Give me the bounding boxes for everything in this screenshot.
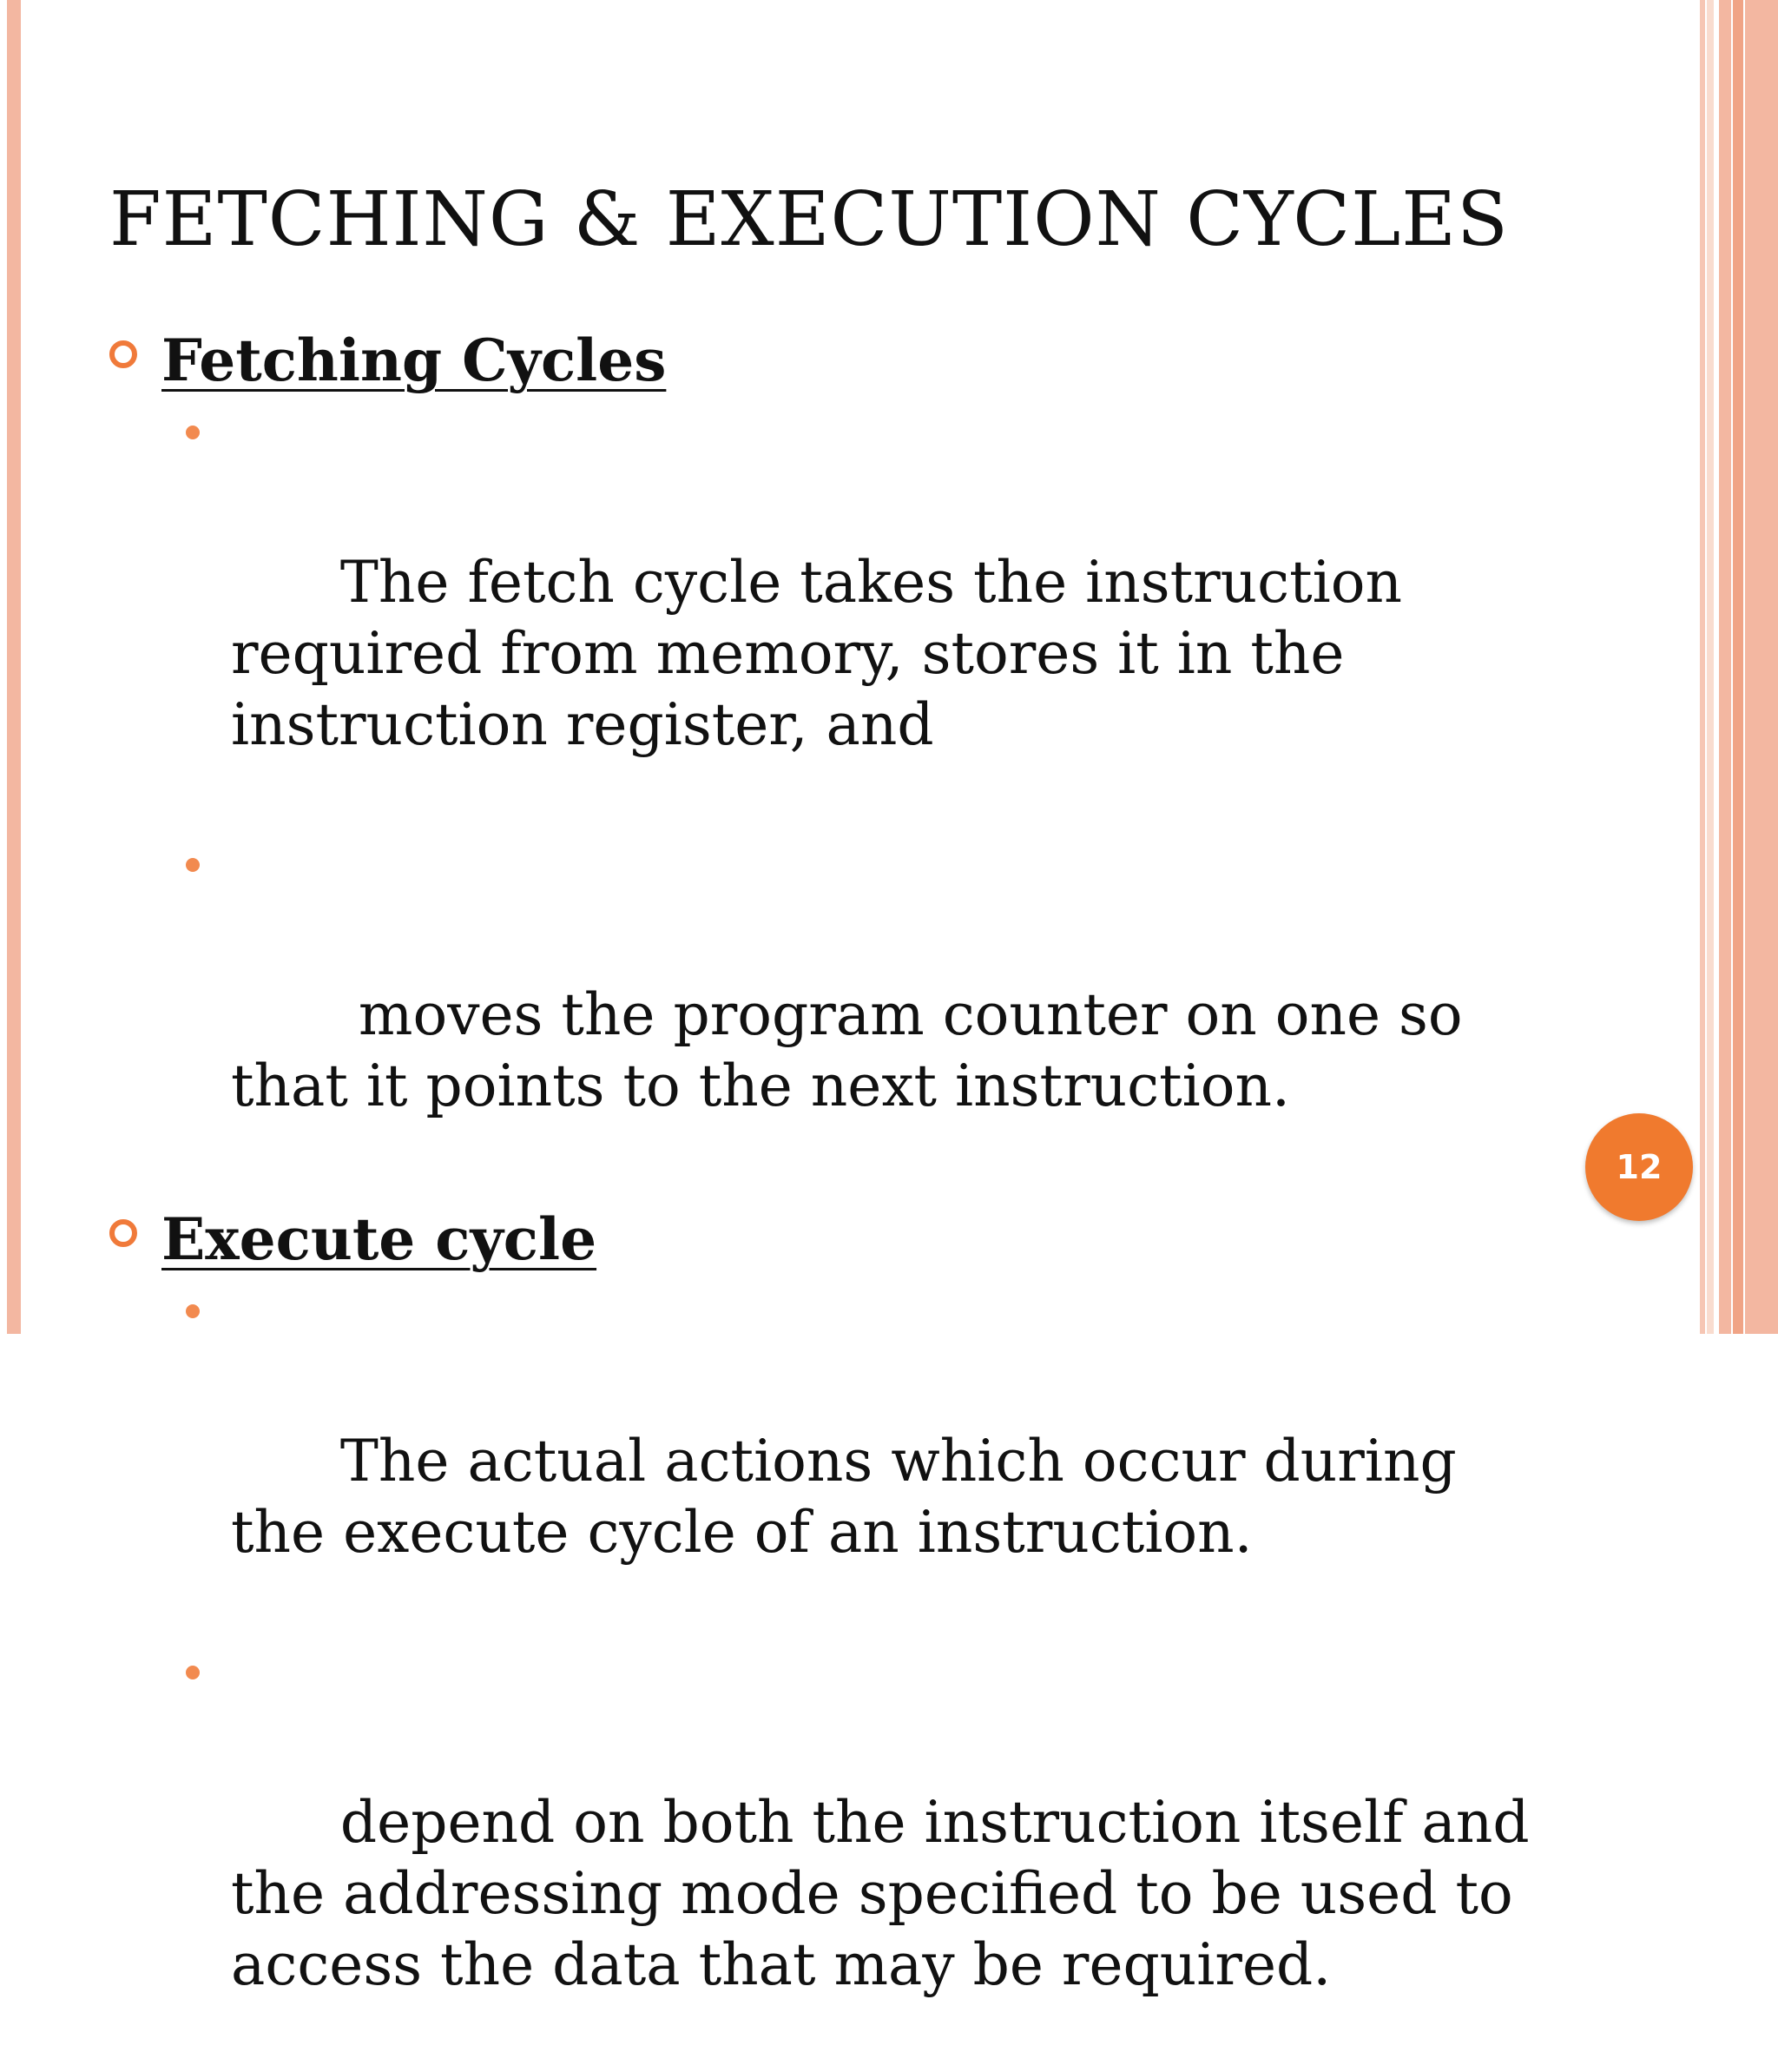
right-border-stripe (1707, 0, 1714, 1334)
right-border-stripe (1733, 0, 1743, 1334)
bullet-text: The actual actions which occur during the execute cycle of an instruction. (231, 1428, 1475, 1566)
dot-bullet-icon (186, 1666, 200, 1679)
bullet-text: depend on both the instruction itself and the addressing mode specified to be used to access the data that may be required. (231, 1789, 1548, 1998)
left-border-stripe (7, 0, 21, 1334)
bullet-text: The fetch cycle takes the instruction required from memory, stores it in the instruction register, and (231, 549, 1421, 758)
ring-bullet-icon (109, 340, 137, 368)
section-heading-label: Fetching Cycles (161, 327, 667, 394)
slide-content (109, 321, 1548, 2072)
right-border-stripe (1700, 0, 1705, 1334)
section-heading-fetching (109, 321, 1533, 399)
dot-bullet-icon (186, 426, 200, 439)
page-number-badge: 12 (1585, 1113, 1693, 1221)
right-border-stripe (1719, 0, 1731, 1334)
ring-bullet-icon (109, 1219, 137, 1247)
bullet-item (231, 1645, 1548, 2072)
section-heading-execute (109, 1200, 1533, 1278)
bullet-item (231, 405, 1533, 832)
dot-bullet-icon (186, 1304, 200, 1318)
bullet-text: moves the program counter on one so that it points to the next instruction. (231, 981, 1481, 1119)
right-border-stripe (1745, 0, 1778, 1334)
bullet-item (231, 1283, 1533, 1640)
slide-title: FETCHING & EXECUTION CYCLES (109, 176, 1509, 263)
section-heading-label: Execute cycle (161, 1205, 597, 1273)
bullet-item (231, 837, 1533, 1193)
dot-bullet-icon (186, 858, 200, 872)
